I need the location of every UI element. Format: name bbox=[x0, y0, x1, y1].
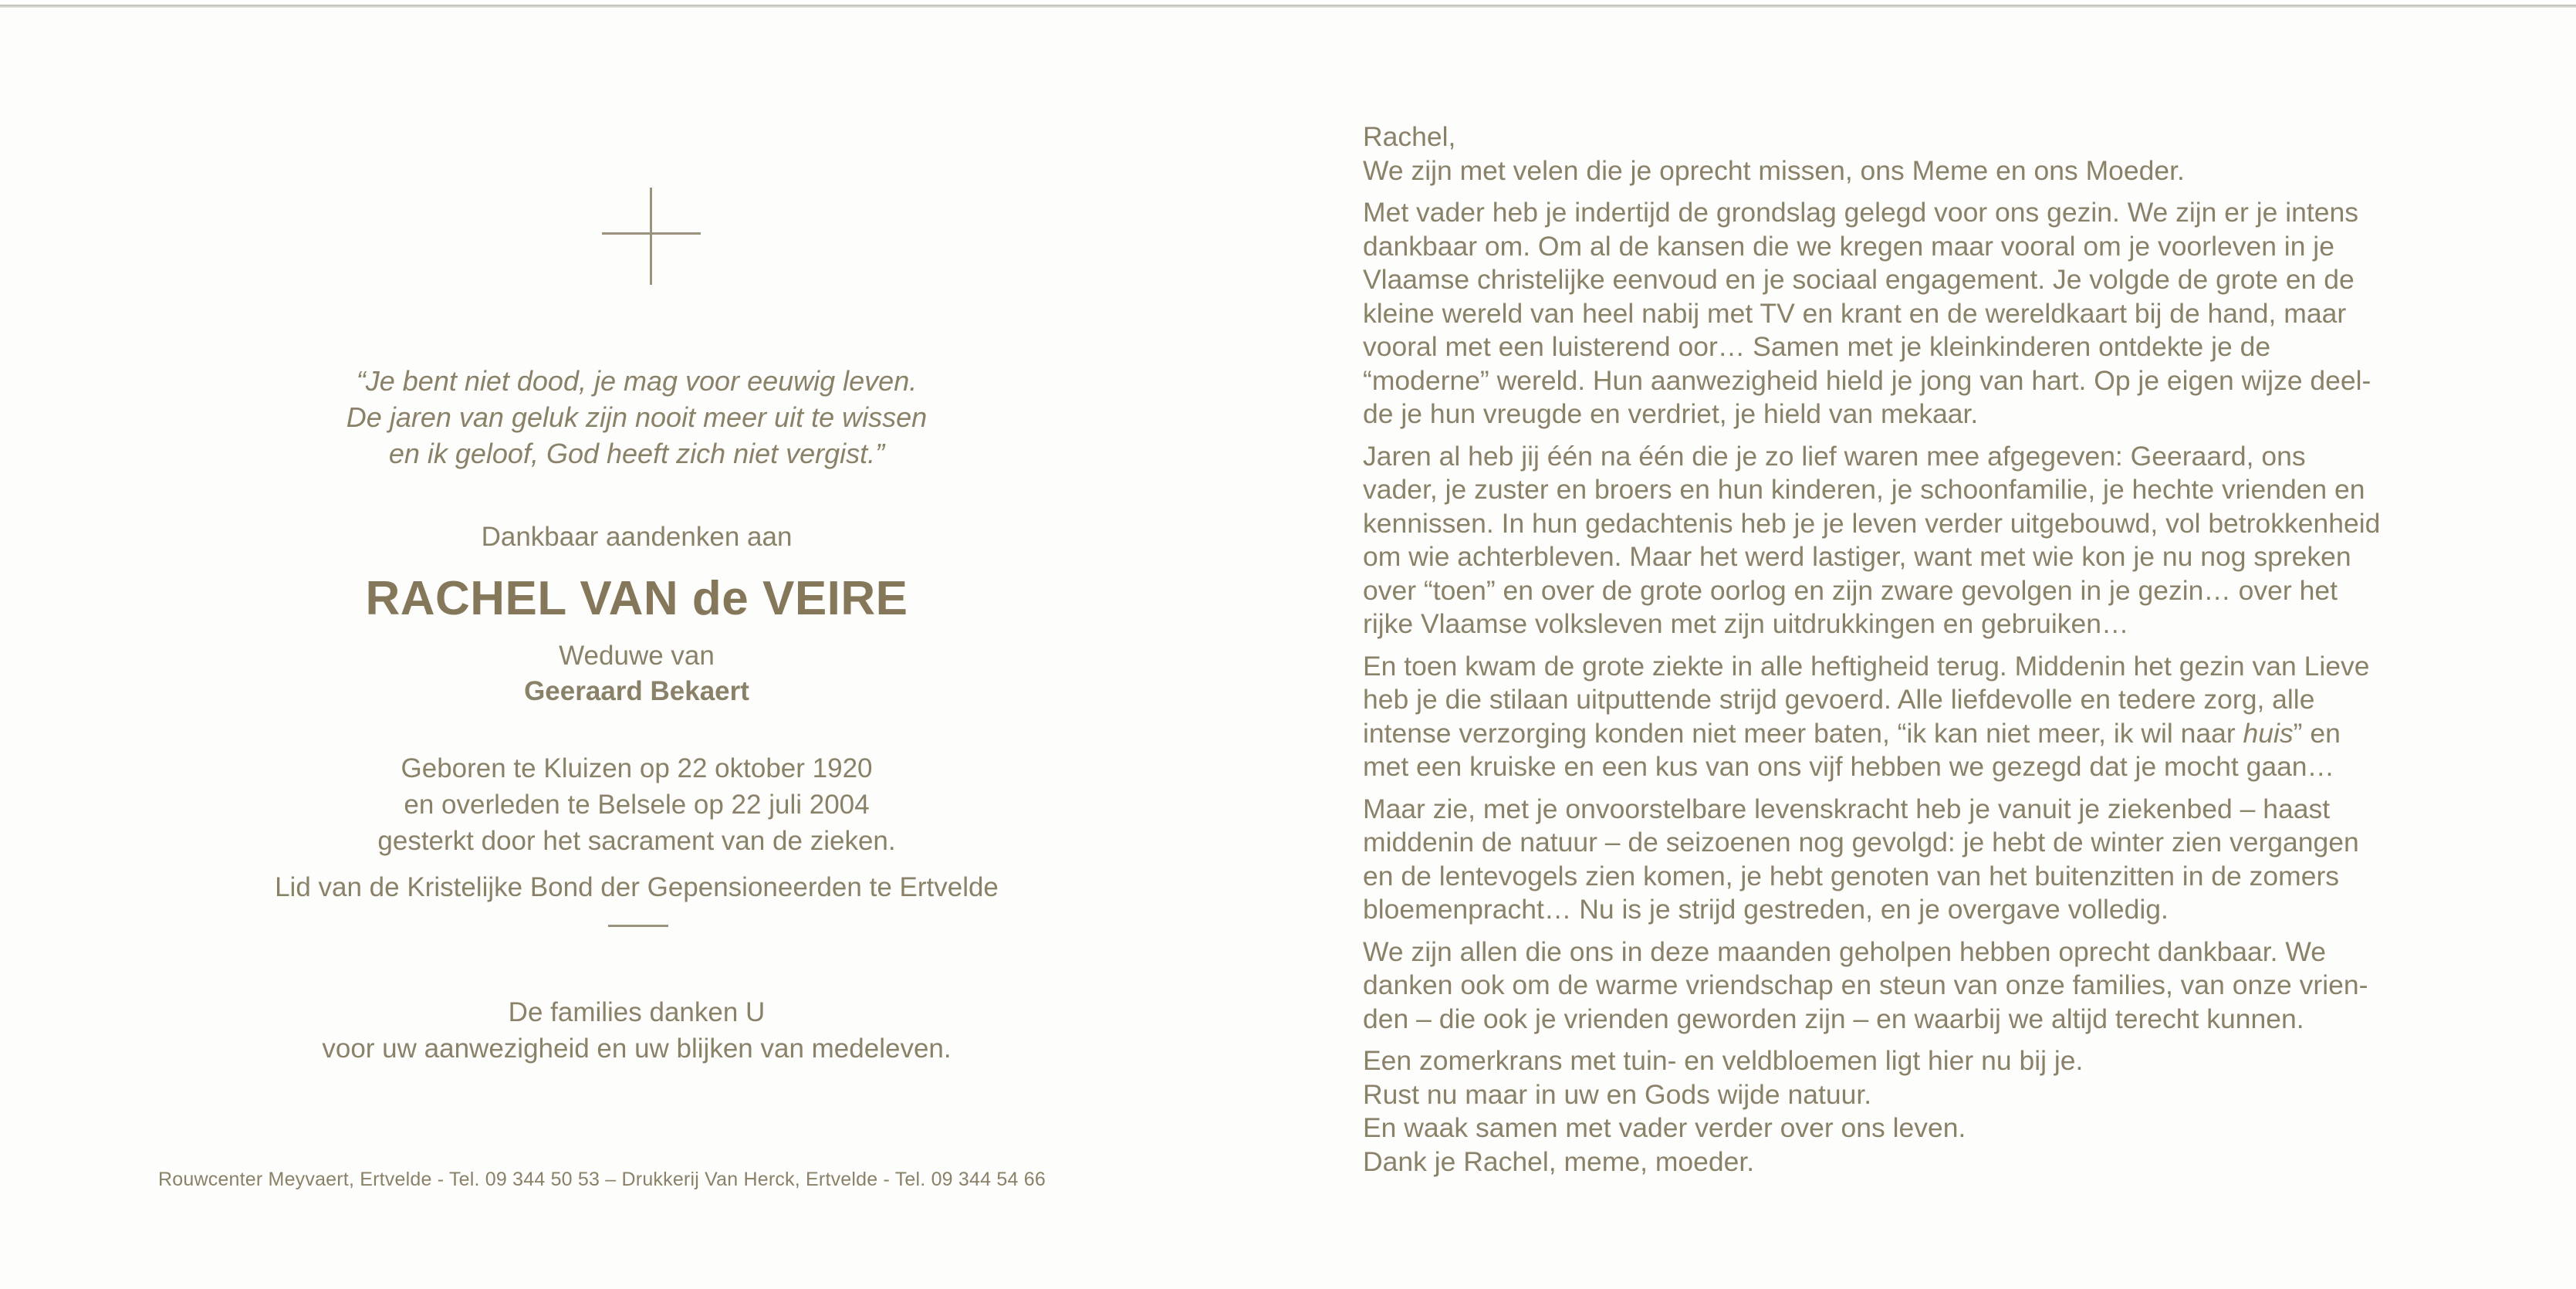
letter-line: rijke Vlaamse volksleven met zijn uitdrukkingen en gebruiken… bbox=[1363, 608, 2129, 639]
letter-paragraph bbox=[1363, 196, 2505, 431]
letter-line: met een kruiske en een kus van ons vijf hebben we gezegd dat je mocht gaan… bbox=[1363, 751, 2335, 782]
letter-line: vooral met een luisterend oor… Samen met je kleinkinderen ontdekte je de bbox=[1363, 331, 2271, 362]
letter-paragraph bbox=[1363, 793, 2505, 927]
letter-line: bloemenpracht… Nu is je strijd gestreden, en je overgave volledig. bbox=[1363, 894, 2169, 925]
letter-line: En toen kwam de grote ziekte in alle heftigheid terug. Middenin het gezin van Lieve bbox=[1363, 650, 2370, 682]
letter-line: danken ook om de warme vriendschap en steun van onze families, van onze vrien- bbox=[1363, 969, 2368, 1000]
letter-line: kennissen. In hun gedachtenis heb je je leven verder uitgebouwd, vol betrokkenheid bbox=[1363, 507, 2381, 539]
letter-line: en de lentevogels zien komen, je hebt genoten van het buitenzitten in de zomers bbox=[1363, 860, 2340, 891]
quote-line: De jaren van geluk zijn nooit meer uit te wissen bbox=[346, 401, 928, 433]
letter-line: intense verzorging konden niet meer baten, “ik kan niet meer, ik wil naar huis” en bbox=[1363, 717, 2341, 749]
letter-line: middenin de natuur – de seizoenen nog gevolgd: je hebt de winter zien vergangen bbox=[1363, 827, 2359, 858]
memorial-quote bbox=[232, 363, 1042, 472]
bio-line: gesterkt door het sacrament van de zieken. bbox=[377, 826, 896, 856]
letter-line: dankbaar om. Om al de kansen die we kregen maar vooral om je voorleven in je bbox=[1363, 230, 2334, 262]
letter-line: “moderne” wereld. Hun aanwezigheid hield je jong van hart. Op je eigen wijze deel- bbox=[1363, 364, 2371, 396]
letter-line: Vlaamse christelijke eenvoud en je sociaal engagement. Je volgde de grote en de bbox=[1363, 264, 2355, 295]
cross-icon bbox=[602, 188, 701, 285]
bio-block bbox=[116, 750, 1158, 859]
spouse-name: Geeraard Bekaert bbox=[524, 676, 749, 706]
letter-line: Met vader heb je indertijd de grondslag gelegd voor ons gezin. We zijn er je intens bbox=[1363, 197, 2358, 228]
divider bbox=[608, 925, 668, 927]
thanks-line: De families danken U bbox=[508, 997, 766, 1027]
letter-line: Jaren al heb jij één na één die je zo lief waren mee afgegeven: Geeraard, ons bbox=[1363, 440, 2306, 472]
letter-line: En waak samen met vader verder over ons leven. bbox=[1363, 1112, 1966, 1143]
thanks-block bbox=[116, 994, 1158, 1067]
letter-line: Dank je Rachel, meme, moeder. bbox=[1363, 1145, 1755, 1177]
letter-line: den – die ook je vrienden geworden zijn – en waarbij we altijd terecht kunnen. bbox=[1363, 1003, 2304, 1034]
bio-line: en overleden te Belsele op 22 juli 2004 bbox=[404, 790, 870, 820]
widow-label: Weduwe van bbox=[559, 641, 715, 671]
top-border-rule bbox=[0, 5, 2576, 8]
memorial-letter bbox=[1363, 120, 2505, 1187]
letter-line: vader, je zuster en broers en hun kinderen, je schoonfamilie, je hechte vrienden en bbox=[1363, 474, 2365, 505]
letter-line: Rachel, bbox=[1363, 121, 1456, 152]
letter-line: Rust nu maar in uw en Gods wijde natuur. bbox=[1363, 1078, 1872, 1110]
thanks-line: voor uw aanwezigheid en uw blijken van medeleven. bbox=[322, 1034, 952, 1064]
letter-line: We zijn allen die ons in deze maanden geholpen hebben oprecht dankbaar. We bbox=[1363, 935, 2326, 967]
letter-paragraph bbox=[1363, 440, 2505, 641]
quote-line: “Je bent niet dood, je mag voor eeuwig leven. bbox=[356, 365, 918, 397]
letter-line: Een zomerkrans met tuin- en veldbloemen ligt hier nu bij je. bbox=[1363, 1045, 2084, 1076]
letter-line: de je hun vreugde en verdriet, je hield van mekaar. bbox=[1363, 398, 1979, 429]
letter-line: om wie achterbleven. Maar het werd lastiger, want met wie kon je nu nog spreken bbox=[1363, 541, 2351, 572]
letter-line: over “toen” en over de grote oorlog en zijn zware gevolgen in je gezin… over het bbox=[1363, 574, 2338, 606]
bio-line: Geboren te Kluizen op 22 oktober 1920 bbox=[401, 753, 873, 783]
membership-text: Lid van de Kristelijke Bond der Gepensioneerden te Ertvelde bbox=[275, 872, 999, 902]
letter-line: kleine wereld van heel nabij met TV en krant en de wereldkaart bij de hand, maar bbox=[1363, 297, 2347, 329]
letter-paragraph bbox=[1363, 120, 2505, 188]
printer-footer: Rouwcenter Meyvaert, Ertvelde - Tel. 09 344 50 53 – Drukkerij Van Herck, Ertvelde - Tel. 09 344 54 66 bbox=[158, 1169, 1046, 1190]
letter-paragraph bbox=[1363, 935, 2505, 1037]
letter-line: We zijn met velen die je oprecht missen, ons Meme en ons Moeder. bbox=[1363, 154, 2185, 186]
letter-paragraph bbox=[1363, 650, 2505, 784]
intro-text: Dankbaar aandenken aan bbox=[481, 522, 793, 552]
quote-line: en ik geloof, God heeft zich niet vergist.” bbox=[388, 438, 885, 469]
deceased-name: RACHEL VAN de VEIRE bbox=[365, 572, 908, 625]
letter-line: heb je die stilaan uitputtende strijd gevoerd. Alle liefdevolle en tedere zorg, alle bbox=[1363, 684, 2315, 715]
letter-paragraph bbox=[1363, 1044, 2505, 1179]
letter-line: Maar zie, met je onvoorstelbare levenskracht heb je vanuit je ziekenbed – haast bbox=[1363, 793, 2331, 824]
